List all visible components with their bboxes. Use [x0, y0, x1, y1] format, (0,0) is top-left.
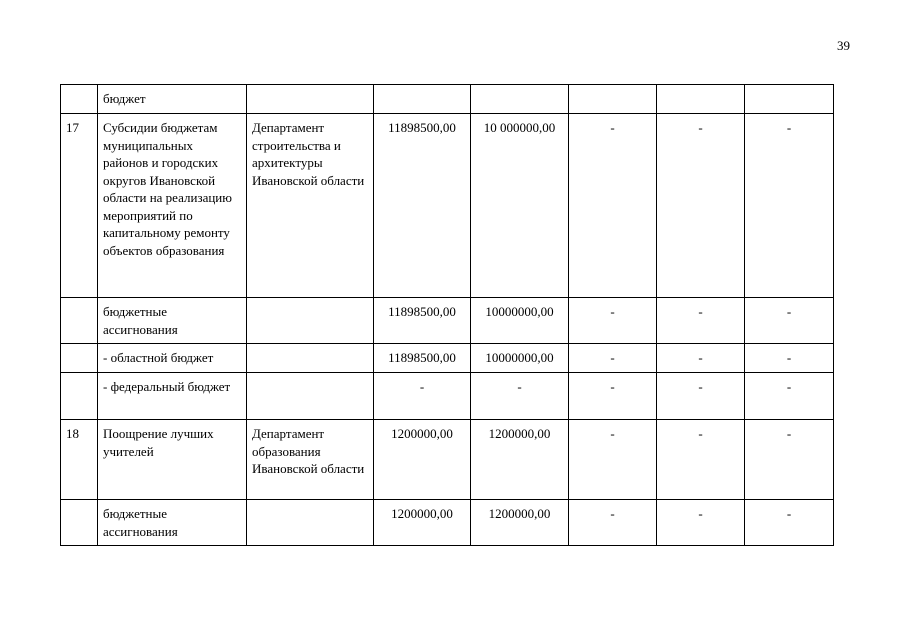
- value-cell-1: 11898500,00: [374, 298, 471, 344]
- value-cell-3: [569, 85, 657, 114]
- value-cell-5: [745, 85, 834, 114]
- value-cell-4: -: [657, 344, 745, 373]
- value-cell-1: [374, 85, 471, 114]
- value-cell-3: -: [569, 114, 657, 298]
- value-cell-5: -: [745, 500, 834, 546]
- row-number-cell: [61, 373, 98, 420]
- item-name-cell: бюджет: [98, 85, 247, 114]
- value-cell-3: -: [569, 373, 657, 420]
- table-row: [61, 114, 834, 298]
- table-row: [61, 298, 834, 344]
- value-cell-1: 11898500,00: [374, 344, 471, 373]
- value-cell-1: 1200000,00: [374, 420, 471, 500]
- value-cell-1: 11898500,00: [374, 114, 471, 298]
- executor-cell: Департамент строительства и архитектуры Ивановской области: [247, 114, 374, 298]
- value-cell-5: -: [745, 420, 834, 500]
- table-row: [61, 373, 834, 420]
- value-cell-2: 10 000000,00: [471, 114, 569, 298]
- executor-cell: Департамент образования Ивановской области: [247, 420, 374, 500]
- value-cell-2: 10000000,00: [471, 298, 569, 344]
- item-name-cell: Поощрение лучших учителей: [98, 420, 247, 500]
- value-cell-5: -: [745, 298, 834, 344]
- item-name-cell: Субсидии бюджетам муниципальных районов и городских округов Ивановской области на реализацию мероприятий по капитальному ремонту объектов образования: [98, 114, 247, 298]
- page-number: 39: [837, 38, 850, 53]
- value-cell-4: -: [657, 114, 745, 298]
- executor-cell: [247, 298, 374, 344]
- table-row: [61, 420, 834, 500]
- executor-cell: [247, 85, 374, 114]
- value-cell-5: -: [745, 373, 834, 420]
- value-cell-3: -: [569, 500, 657, 546]
- row-number-cell: [61, 344, 98, 373]
- value-cell-5: -: [745, 114, 834, 298]
- value-cell-3: -: [569, 298, 657, 344]
- row-number-cell: [61, 500, 98, 546]
- executor-cell: [247, 500, 374, 546]
- value-cell-5: -: [745, 344, 834, 373]
- value-cell-1: 1200000,00: [374, 500, 471, 546]
- value-cell-3: -: [569, 420, 657, 500]
- row-number-cell: 17: [61, 114, 98, 298]
- item-name-cell: - областной бюджет: [98, 344, 247, 373]
- row-number-cell: 18: [61, 420, 98, 500]
- value-cell-4: -: [657, 420, 745, 500]
- budget-table: [60, 84, 834, 546]
- table-row: [61, 85, 834, 114]
- executor-cell: [247, 373, 374, 420]
- value-cell-2: 10000000,00: [471, 344, 569, 373]
- value-cell-2: -: [471, 373, 569, 420]
- item-name-cell: бюджетные ассигнования: [98, 298, 247, 344]
- value-cell-2: 1200000,00: [471, 420, 569, 500]
- table-row: [61, 344, 834, 373]
- value-cell-4: -: [657, 298, 745, 344]
- value-cell-4: -: [657, 373, 745, 420]
- value-cell-1: -: [374, 373, 471, 420]
- row-number-cell: [61, 298, 98, 344]
- value-cell-4: [657, 85, 745, 114]
- item-name-cell: бюджетные ассигнования: [98, 500, 247, 546]
- row-number-cell: [61, 85, 98, 114]
- value-cell-3: -: [569, 344, 657, 373]
- value-cell-2: [471, 85, 569, 114]
- executor-cell: [247, 344, 374, 373]
- value-cell-2: 1200000,00: [471, 500, 569, 546]
- value-cell-4: -: [657, 500, 745, 546]
- item-name-cell: - федеральный бюджет: [98, 373, 247, 420]
- table-row: [61, 500, 834, 546]
